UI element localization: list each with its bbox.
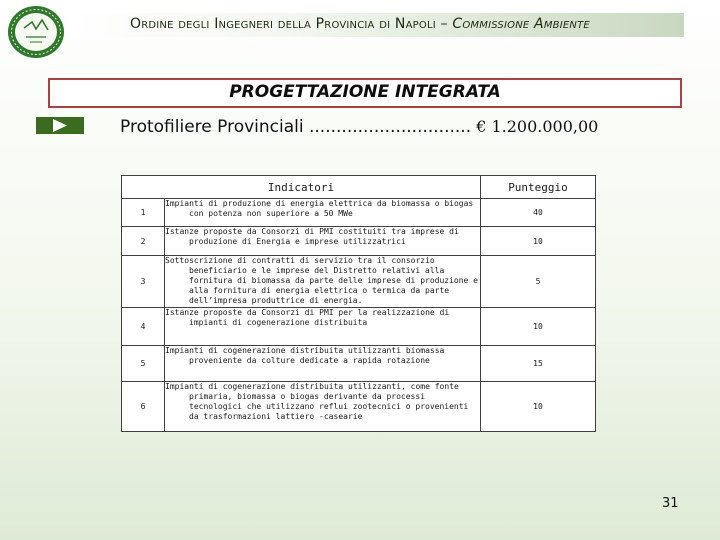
row-number: 3 [122, 256, 165, 308]
row-description-text: Istanze proposte da Consorzi di PMI per la realizzazione di impianti di cogenerazione distribuita [165, 308, 450, 327]
table-row [122, 227, 596, 256]
table-row [122, 256, 596, 308]
header-title [130, 16, 590, 32]
row-score: 15 [481, 346, 596, 382]
row-score: 10 [481, 382, 596, 432]
title-box [48, 78, 682, 108]
header-separator: – [435, 16, 453, 32]
header-punteggio: Punteggio [481, 176, 596, 199]
row-number: 1 [122, 199, 165, 227]
table-header-row [122, 176, 596, 199]
subtitle-label: Protofiliere Provinciali .............................. [120, 117, 472, 137]
row-description [165, 227, 481, 256]
table-row [122, 346, 596, 382]
header-indicatori: Indicatori [122, 176, 481, 199]
row-description [165, 346, 481, 382]
row-score: 40 [481, 199, 596, 227]
row-description-text: Impianti di cogenerazione distribuita utilizzanti biomassa proveniente da colture dedicate a rapida rotazione [165, 346, 445, 365]
header-commission: Commissione Ambiente [452, 16, 590, 32]
table-row [122, 308, 596, 346]
row-description [165, 308, 481, 346]
row-description-text: Sottoscrizione di contratti di servizio tra il consorzio beneficiario e le imprese del Distretto relativi alla fornitura di biomassa da parte delle imprese di produzione e alla fornitura di energia elettrica o termica da parte dell’impresa produttrice di energia. [165, 256, 478, 305]
row-description [165, 382, 481, 432]
header-org: Ordine degli Ingegneri della Provincia di Napoli [130, 16, 436, 32]
row-score: 10 [481, 308, 596, 346]
indicators-table [121, 175, 596, 432]
row-description [165, 199, 481, 227]
row-number: 6 [122, 382, 165, 432]
row-score: 5 [481, 256, 596, 308]
page-title: PROGETTAZIONE INTEGRATA [229, 82, 501, 102]
table-row [122, 382, 596, 432]
table-row [122, 199, 596, 227]
logo-emblem [6, 4, 66, 60]
row-description-text: Istanze proposte da Consorzi di PMI costituiti tra imprese di produzione di Energia e imprese utilizzatrici [165, 227, 459, 246]
row-score: 10 [481, 227, 596, 256]
row-number: 5 [122, 346, 165, 382]
row-description-text: Impianti di cogenerazione distribuita utilizzanti, come fonte primaria, biomassa o biogas derivante da processi tecnologici che utilizzano reflui zootecnici o provenienti da trasformazioni lattiero -casearie [165, 382, 469, 421]
page-number: 31 [662, 496, 679, 511]
row-description [165, 256, 481, 308]
row-description-text: Impianti di produzione di energia elettrica da biomassa o biogas con potenza non superiore a 50 MWe [165, 199, 474, 218]
subtitle [120, 117, 598, 137]
row-number: 4 [122, 308, 165, 346]
row-number: 2 [122, 227, 165, 256]
bullet-arrow-icon [36, 117, 84, 134]
subtitle-amount: € 1.200.000,00 [471, 117, 599, 136]
